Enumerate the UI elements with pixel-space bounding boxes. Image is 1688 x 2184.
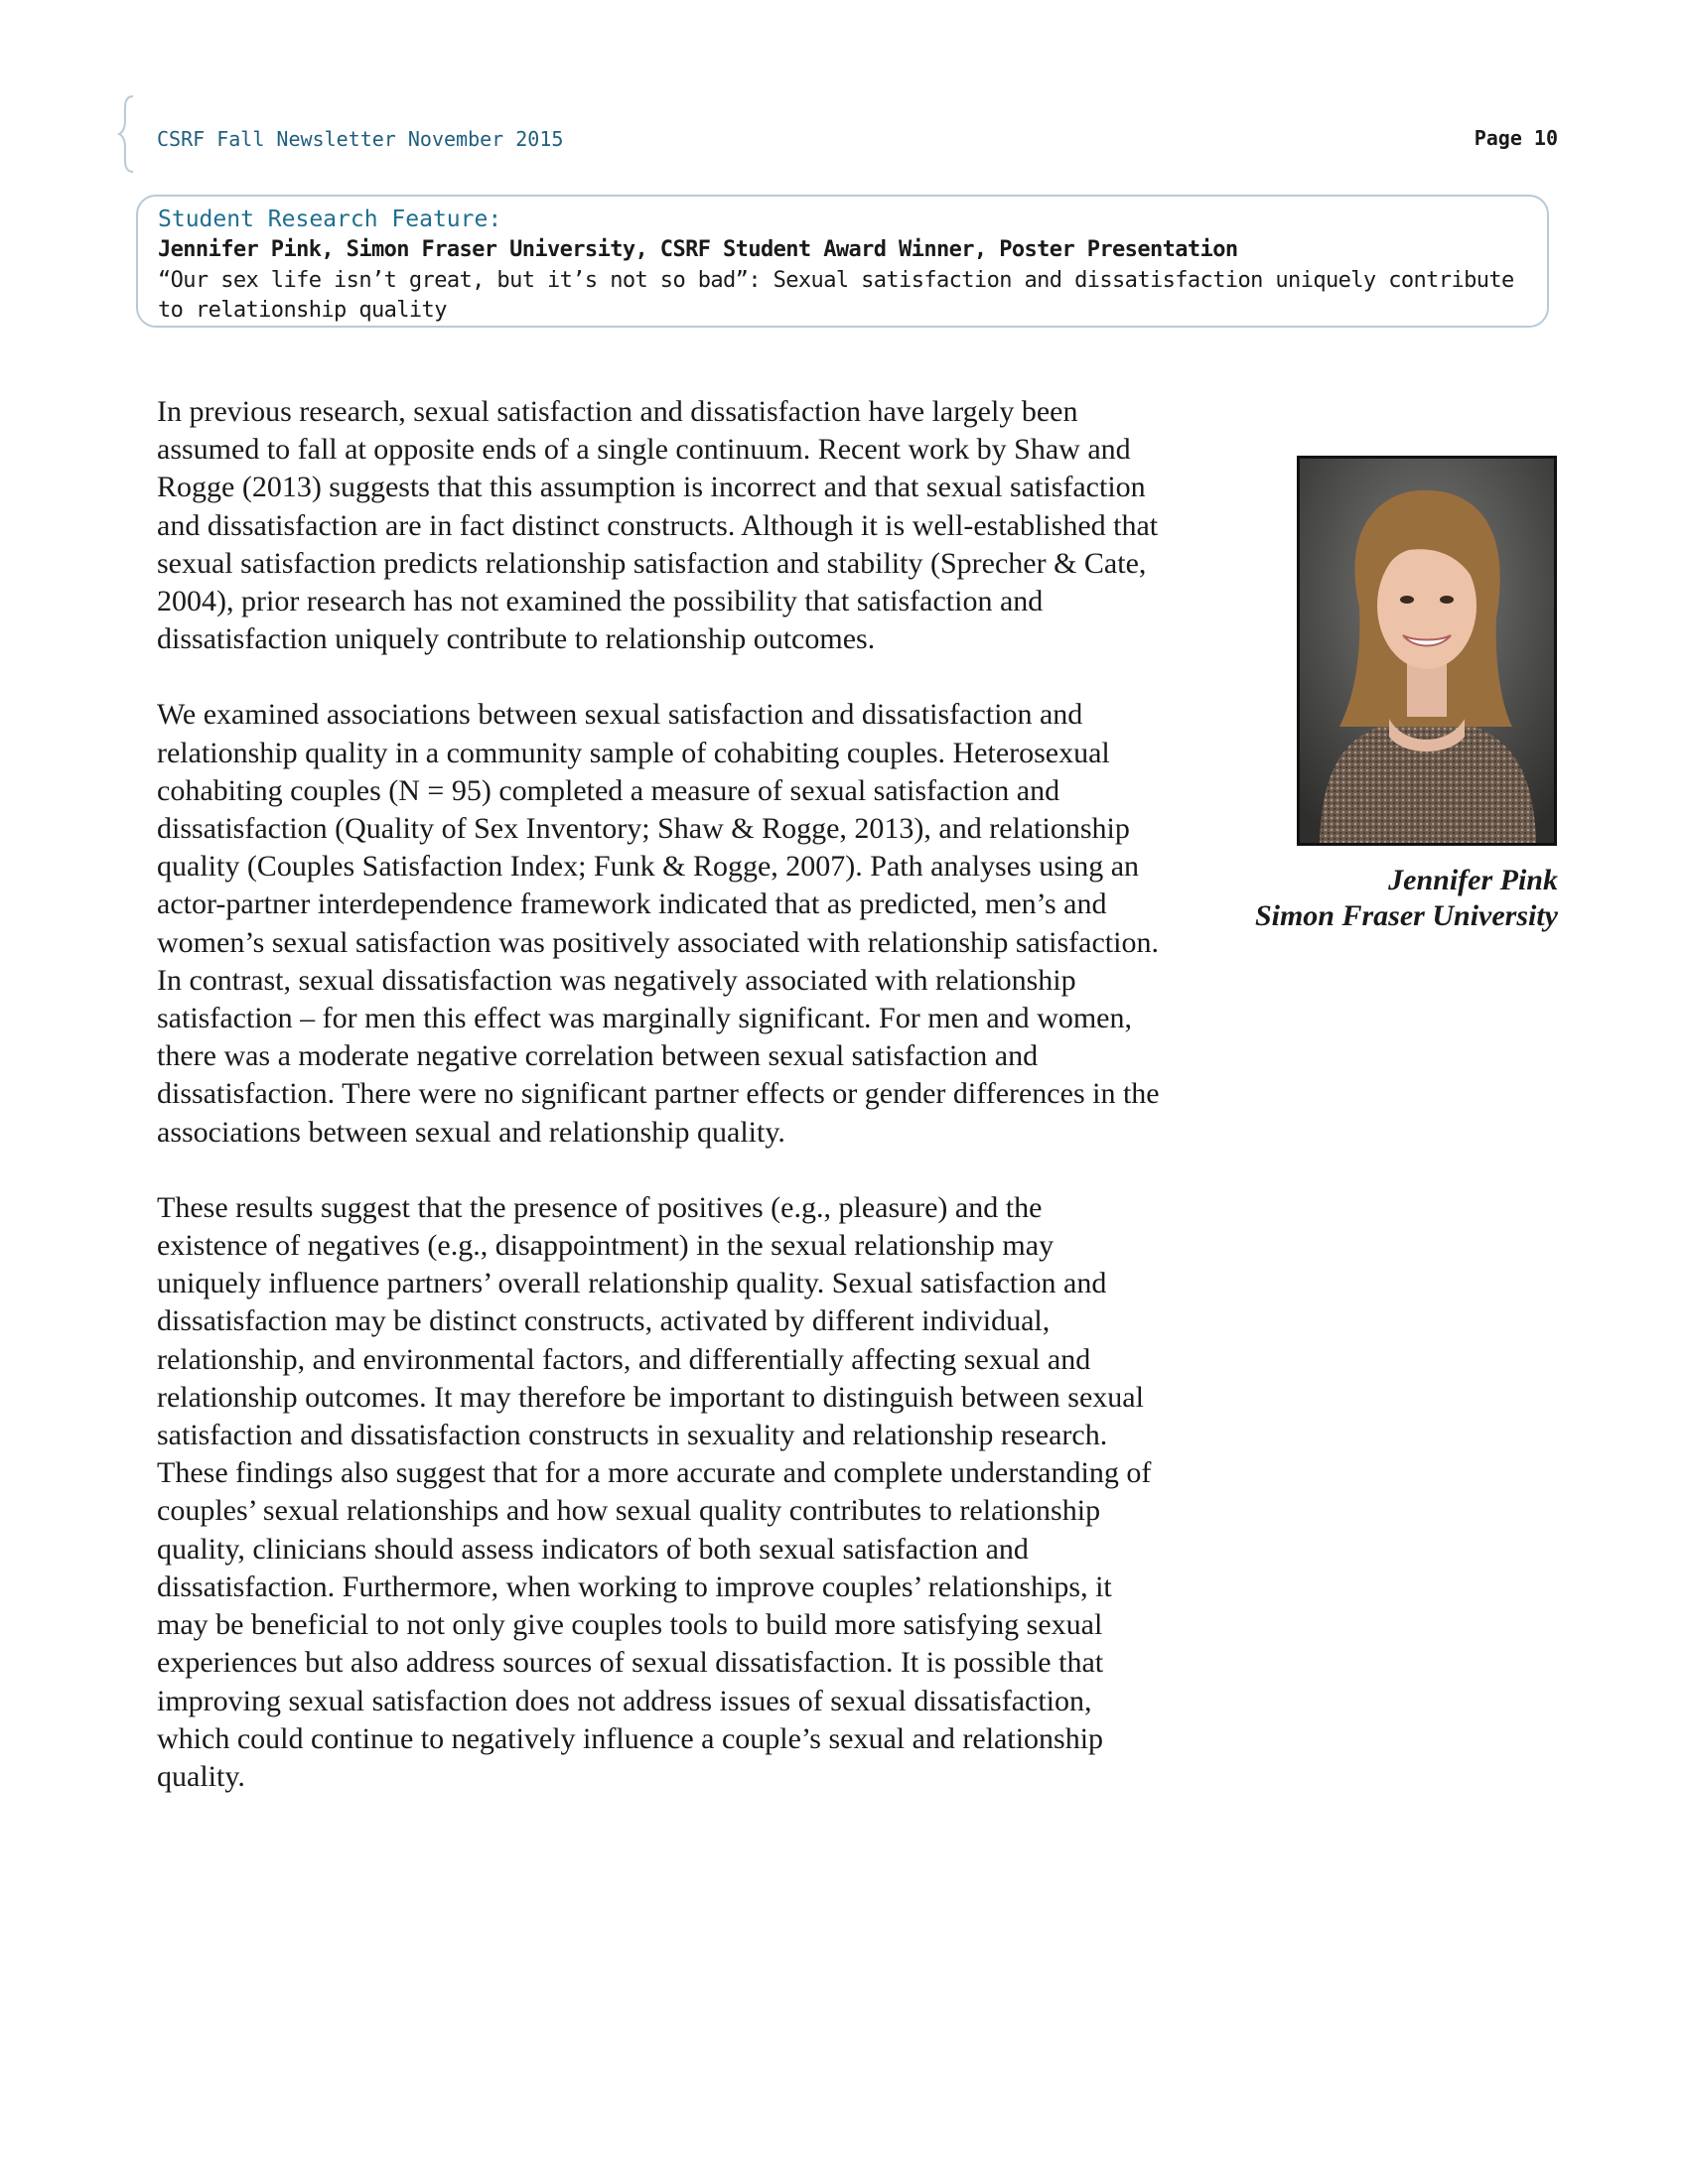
newsletter-title: CSRF Fall Newsletter November 2015 bbox=[157, 127, 564, 151]
photo-caption bbox=[1255, 863, 1558, 934]
author-photo bbox=[1297, 456, 1557, 846]
article-paragraph-1: In previous research, sexual satisfaction and dissatisfaction have largely been assumed to fall at opposite ends of a single continuum. Recent work by Shaw and Rogge (2013) suggests that this assumption is incorrect and that sexual satisfaction and dissatisfaction are in fact distinct constructs. Although it is well-established that sexual satisfaction predicts relationship satisfaction and stability (Sprecher & Cate, 2004), prior research has not examined the possibility that satisfaction and dissatisfaction uniquely contribute to relationship outcomes. bbox=[157, 395, 1159, 656]
header-brace-ornament bbox=[117, 94, 137, 174]
portrait-image bbox=[1300, 459, 1554, 843]
caption-name: Jennifer Pink bbox=[1388, 864, 1558, 896]
feature-title: “Our sex life isn’t great, but it’s not so bad”: Sexual satisfaction and dissatisfaction uniquely contribute to relationship quality bbox=[158, 268, 1514, 323]
article-paragraph-3: These results suggest that the presence of positives (e.g., pleasure) and the existence of negatives (e.g., disappointment) in the sexual relationship may uniquely influence partners’ overall relationship quality. Sexual satisfaction and dissatisfaction may be distinct constructs, activated by different individual, relationship, and environmental factors, and differentially affecting sexual and relationship outcomes. It may therefore be important to distinguish between sexual satisfaction and dissatisfaction constructs in sexuality and relationship research. These findings also suggest that for a more accurate and complete understanding of couples’ sexual relationships and how sexual quality contributes to relationship quality, clinicians should assess indicators of both sexual satisfaction and dissatisfaction. Furthermore, when working to improve couples’ relationships, it may be beneficial to not only give couples tools to build more satisfying sexual experiences but also address sources of sexual dissatisfaction. It is possible that improving sexual satisfaction does not address issues of sexual dissatisfaction, which could continue to negatively influence a couple’s sexual and relationship quality. bbox=[157, 1190, 1152, 1793]
caption-affiliation: Simon Fraser University bbox=[1254, 899, 1558, 932]
feature-label: Student Research Feature: bbox=[158, 206, 502, 232]
article-body bbox=[157, 393, 1160, 1834]
article-paragraph-2: We examined associations between sexual satisfaction and dissatisfaction and relationship quality in a community sample of cohabiting couples. Heterosexual cohabiting couples (N = 95) completed a measure of sexual satisfaction and dissatisfaction (Quality of Sex Inventory; Shaw & Rogge, 2013), and relationship quality (Couples Satisfaction Index; Funk & Rogge, 2007). Path analyses using an actor-partner interdependence framework indicated that as predicted, men’s and women’s sexual satisfaction was positively associated with relationship satisfaction. In contrast, sexual dissatisfaction was negatively associated with relationship satisfaction – for men this effect was marginally significant. For men and women, there was a moderate negative correlation between sexual satisfaction and dissatisfaction. There were no significant partner effects or gender differences in the associations between sexual and relationship quality. bbox=[157, 698, 1160, 1149]
feature-author-line: Jennifer Pink, Simon Fraser University, CSRF Student Award Winner, Poster Presentation bbox=[158, 237, 1238, 262]
page-number: Page 10 bbox=[1474, 126, 1558, 150]
feature-header-box bbox=[136, 195, 1549, 328]
